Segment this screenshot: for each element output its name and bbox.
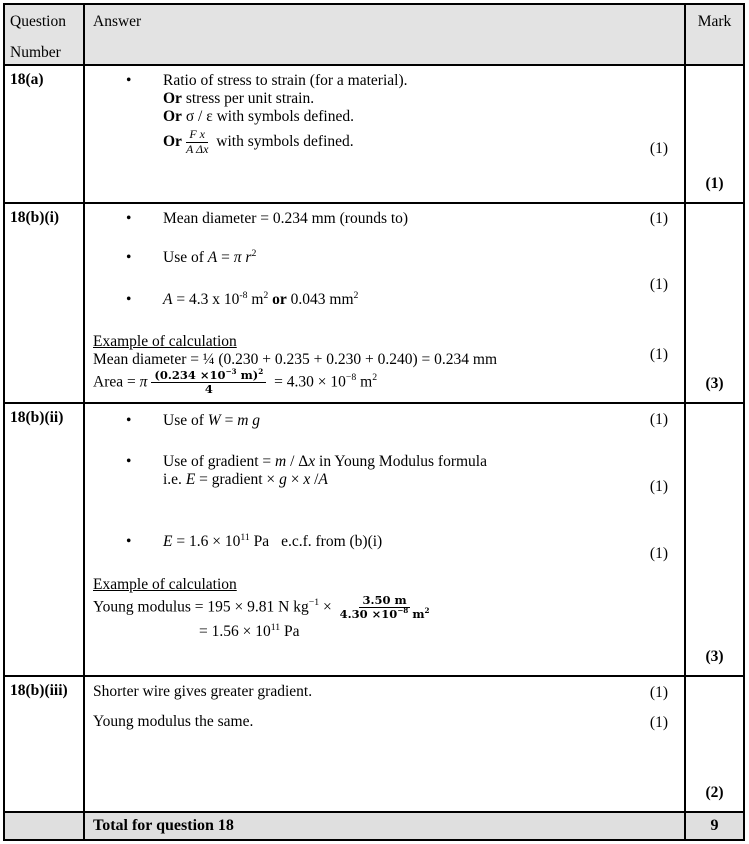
fraction [151,369,266,396]
superscript: 11 [270,622,281,634]
variable: g [279,471,287,488]
answer-text: = 1.6 × 10 [172,533,241,550]
answer-line [93,533,676,551]
variable: m [275,453,287,470]
answer-text: / [310,471,319,488]
answer-text: × [286,471,304,488]
answer-text: m [247,291,264,308]
point-mark: (1) [649,276,668,293]
answer-text: Use of gradient = [163,453,276,470]
answer-text: / Δ [286,453,309,470]
mark-cell-18a [686,66,743,202]
variable: A [207,249,218,266]
total-mark-cell [686,813,743,839]
answer-text: e.c.f. from (b)(i) [281,533,383,550]
answer-text: Area = [93,373,140,391]
header-answer-label: Answer [93,13,142,30]
or-label: or [268,291,287,308]
total-question-cell [5,813,85,839]
total-mark-value: 9 [710,817,719,834]
point-mark: (1) [649,714,668,731]
answer-line [163,108,676,126]
row-18biii [5,677,743,813]
header-mark-label: Mark [697,13,732,30]
answer-line [93,412,676,430]
example-heading [93,333,676,351]
calculation-line [93,351,676,369]
fraction-numerator: F x [186,128,208,143]
answer-line [163,90,676,108]
answer-text: with symbols defined. [212,132,354,150]
or-label: Or [163,132,182,150]
mark-value: (3) [705,648,724,665]
answer-text: Pa [249,533,270,550]
fraction [186,128,208,157]
total-row [5,813,743,839]
answer-text: in Young Modulus formula [315,453,487,470]
question-label: 18(b)(iii) [10,682,68,699]
total-label-cell [85,813,686,839]
superscript: 11 [240,531,250,543]
fraction-denominator: 4 [204,382,213,397]
example-heading [93,576,676,594]
fraction-numerator: 3.50 m [359,594,409,608]
answer-text: = 1.56 × 10 [199,623,271,641]
table-header-row [5,5,743,66]
question-number-18a [5,66,85,202]
question-label: 18(b)(i) [10,209,60,226]
mark-scheme-table [3,3,745,841]
mark-value: (2) [705,784,724,801]
answer-text: = gradient × [195,471,280,488]
header-answer [85,5,686,64]
answer-text: Pa [280,623,300,641]
answer-text: i.e. [163,471,186,488]
answer-text: Use of [163,412,208,429]
answer-text: Young modulus the same. [93,713,254,730]
answer-text: stress per unit strain. [181,90,315,107]
mark-value: (3) [705,375,724,392]
question-number-18biii [5,677,85,811]
point-mark: (1) [649,684,668,701]
or-label: Or [163,108,182,125]
or-label: Or [163,90,182,107]
question-label: 18(a) [10,71,44,88]
variable: π [139,373,148,391]
answer-text: × [319,598,336,616]
answer-cell-18bi [85,204,686,402]
answer-line [163,128,676,157]
header-question-line2: Number [10,44,61,61]
superscript: 2 [424,606,430,616]
fraction-numerator: ($0.234 \times 10^{-3}$ m)$^2$ [151,369,266,383]
answer-cell-18bii [85,404,686,675]
example-heading-text: Example of calculation [93,576,237,593]
answer-line [93,291,676,309]
variable: E [163,533,173,550]
answer-text: Mean diameter = 0.234 mm (rounds to) [163,210,409,227]
row-18a [5,66,743,204]
point-mark: (1) [649,346,668,363]
superscript: -8 [239,289,248,301]
mark-value: (1) [705,175,724,192]
superscript: 2 [251,247,257,259]
fraction [340,594,430,621]
point-mark: (1) [649,545,668,562]
total-label: Total for question 18 [93,817,234,834]
answer-text: Shorter wire gives greater gradient. [93,683,313,700]
mark-cell-18bii [686,404,743,675]
fraction-denominator: $4.30 \times 10^{-8}$ $m^2$ [339,606,430,622]
answer-cell-18a [85,66,686,202]
point-mark: (1) [649,411,668,428]
header-question-number [5,5,85,64]
example-heading-text: Example of calculation [93,333,237,350]
answer-line [93,683,676,701]
superscript: −3 [225,367,237,377]
superscript: 2 [372,372,378,384]
header-question-line1: Question [10,13,66,30]
answer-line [93,72,676,90]
answer-cell-18biii [85,677,686,811]
mark-cell-18bi [686,204,743,402]
answer-line [163,471,676,489]
variable: x [303,471,311,488]
calculation-line [199,623,676,641]
variable: π r [233,249,252,266]
calculation-line [93,594,676,621]
answer-text: = 4.3 x 10 [172,291,240,308]
answer-text: m [356,373,373,391]
superscript: −8 [345,372,357,384]
question-label: 18(b)(ii) [10,409,64,426]
row-18bii [5,404,743,677]
superscript: −1 [308,597,320,609]
calculation-line [93,369,676,396]
answer-line [93,249,676,267]
variable: A [163,291,173,308]
point-mark: (1) [649,478,668,495]
superscript: −8 [397,606,409,616]
question-number-18bi [5,204,85,402]
fraction-denominator: A Δx [185,141,209,156]
superscript: 2 [258,367,264,377]
answer-text: Ratio of stress to strain (for a material). [163,72,408,89]
answer-text: 0.043 mm [286,291,354,308]
superscript: 2 [263,289,269,301]
answer-text: = 4.30 × 10 [270,373,346,391]
answer-text: Mean diameter = ¼ (0.230 + 0.235 + 0.230 + 0.240) = 0.234 mm [93,351,498,368]
answer-line [93,210,676,228]
point-mark: (1) [649,140,668,157]
question-number-18bii [5,404,85,675]
header-mark [686,5,743,64]
answer-text: Use of [163,249,208,266]
variable: A [318,471,328,488]
mark-cell-18biii [686,677,743,811]
point-mark: (1) [649,210,668,227]
answer-text: = [220,412,238,429]
answer-text: = [217,249,234,266]
superscript: 2 [353,289,359,301]
variable: E [185,471,196,488]
variable: x [308,453,316,470]
row-18bi [5,204,743,404]
answer-text: Young modulus = 195 × 9.81 N kg [93,598,309,616]
answer-line [93,713,676,731]
answer-line [93,453,676,471]
variable: m g [237,412,261,429]
answer-text: σ / ε with symbols defined. [181,108,354,125]
variable: W [207,412,221,429]
